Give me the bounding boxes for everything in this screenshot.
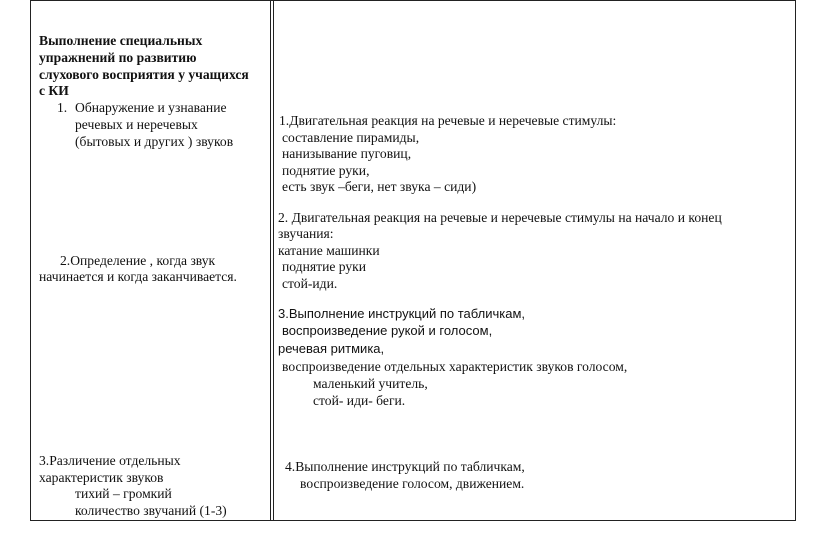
table-right-border <box>795 0 796 521</box>
block-1-line-5: есть звук –беги, нет звука – сиди) <box>282 179 477 194</box>
table-bottom-border <box>30 520 796 521</box>
table-top-border <box>30 0 796 1</box>
column-divider-inner <box>273 0 274 521</box>
column-divider <box>270 0 271 521</box>
table-left-border <box>30 0 31 521</box>
block-2-line-5: стой-иди. <box>282 276 338 291</box>
item-2-line-1: 2.Определение , когда звук <box>60 253 216 268</box>
block-2-line-3: катание машинки <box>278 243 380 258</box>
block-1-line-1: 1.Двигательная реакция на речевые и неречевые стимулы: <box>279 113 617 128</box>
item-2-line-2: начинается и когда заканчивается. <box>39 269 237 284</box>
block-2-line-4: поднятие руки <box>282 259 367 274</box>
block-3-line-3: речевая ритмика, <box>278 341 385 356</box>
item-1-line-1: Обнаружение и узнавание <box>75 100 227 115</box>
block-2-line-2: звучания: <box>278 226 334 241</box>
block-3-line-2: воспроизведение рукой и голосом, <box>282 323 493 338</box>
section-heading-line-1: Выполнение специальных <box>39 33 203 48</box>
block-1-line-3: нанизывание пуговиц, <box>282 146 412 161</box>
block-3-line-4: воспроизведение отдельных характеристик звуков голосом, <box>282 359 628 374</box>
section-heading-line-3: слухового восприятия у учащихся <box>39 67 249 82</box>
item-1-line-2: речевых и неречевых <box>75 117 198 132</box>
block-4-line-1: 4.Выполнение инструкций по табличкам, <box>285 459 525 474</box>
item-1-line-3: (бытовых и других ) звуков <box>75 134 234 149</box>
block-1-line-4: поднятие руки, <box>282 163 370 178</box>
block-3-line-1: 3.Выполнение инструкций по табличкам, <box>278 306 526 321</box>
item-3-line-3: тихий – громкий <box>75 486 172 501</box>
block-4-line-2: воспроизведение голосом, движением. <box>300 476 525 491</box>
section-heading-line-4: с КИ <box>39 83 69 98</box>
block-3-line-5: маленький учитель, <box>313 376 428 391</box>
item-3-line-4: количество звучаний (1-3) <box>75 503 227 518</box>
item-3-line-2: характеристик звуков <box>39 470 164 485</box>
block-3-line-6: стой- иди- беги. <box>313 393 406 408</box>
item-3-line-1: 3.Различение отдельных <box>39 453 181 468</box>
section-heading-line-2: упражнений по развитию <box>39 50 197 65</box>
item-1-number: 1. <box>57 100 68 115</box>
block-1-line-2: составление пирамиды, <box>282 130 420 145</box>
block-2-line-1: 2. Двигательная реакция на речевые и неречевые стимулы на начало и конец <box>278 210 722 225</box>
